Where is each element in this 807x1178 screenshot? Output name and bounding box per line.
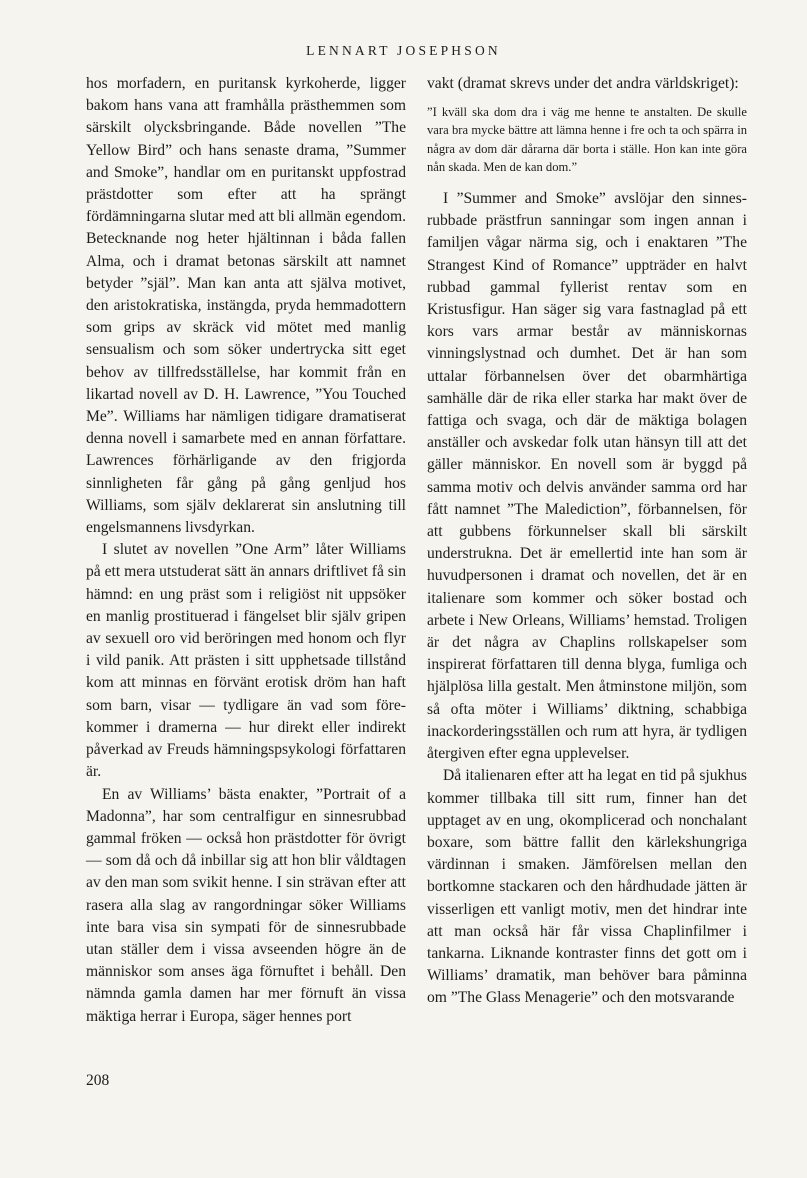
paragraph: vakt (dramat skrevs under det andra världskriget):	[427, 75, 739, 92]
paragraph: hos morfadern, en puritansk kyrkoherde, ligger bakom hans vana att framhålla prästhemmen som särskilt olycksbringande. Både novellen ”The Yellow Bird” och hans senaste drama, ”Summer and Smoke”, handlar om en puritanskt uppfostrad prästdotter som efter att ha sprängt fördämningarna slutar med att bli allmän egendom. Betecknande nog heter hjältinnan i båda fallen Alma, och i dramat betonas särskilt att namnet betyder ”själ”. Man kan anta att själva motivet, den aristokratiska, instängda, pryda hemmadottern som grips av skräck vid mötet med manlig sensualism och som söker undertrycka sitt eget behov av tillfredsställelse, har kommit från en likartad novell av D. H. Lawrence, ”You Touched Me”. Williams har nämligen tidigare dramatiserat denna novell i samarbete med en annan författare. Lawrences förhärligande av den frigjorda sinnligheten får gång på gång genljud hos Williams, som själv deklarerat sin anslutning till engelsmannens livsdyrkan.	[86, 75, 407, 537]
running-header: LENNART JOSEPHSON	[306, 43, 501, 58]
paragraph: I ”Summer and Smoke” avslöjar den sinnesrubbade prästfrun sanningar som ingen annan i familjen vågar närma sig, och i enaktaren ”The Strangest Kind of Romance” uppträder en halvt rubbad gammal fyllerist rentav som en Kristusfigur. Han säger sig vara fastnaglad på ett kors vars armar består av människornas vinningslystnad och dumhet. Det är han som uttalar förbannelsen över det obarmhärtiga samhälle där de rika eller starka har makt över de fattiga och svaga, och där de mäktiga bolagen anställer och avskedar folk utan hänsyn till att det gäller människor. En novell som är byggd på samma motiv och delvis använder samma ord har fått namnet ”The Malediction”, förbannelsen, för att gubbens förkunnelser skall bli särskilt understrukna. Det är emellertid inte han som är huvudpersonen i dramat och novellen, det är en italienare som kommer och söker bostad och arbete i New Orleans, Williams’ hemstad. Troligen är det några av Chaplins rollskapelser som inspirerat författaren till denna blyga, fumliga och hjälplösa lilla gestalt. Men åtminstone miljön, som så ofta möter i Williams’ diktning, schabbiga inackorderingsställen och rum att hyra, är tydligen återgiven efter egna upplevelser.	[427, 190, 747, 763]
left-column	[86, 73, 406, 1028]
page-number: 208	[86, 1072, 110, 1089]
paragraph: En av Williams’ bästa enakter, ”Portrait of a Madonna”, har som centralfigur en sinnesrubbad gammal fröken — också hon prästdotter för övrigt — som då och då inbillar sig att hon blir våldtagen av den man som svikit henne. I sin strävan efter att rasera alla slag av rangordningar söker Williams inte bara visa sin sympati för de sinnesrubbade utan ställer dem i vissa avseenden högre än de människor som anses äga förnuftet i behåll. Den nämnda gamla damen har mer förnuft än vissa mäktiga herrar i Europa, säger hennes port	[86, 785, 406, 1025]
right-column	[427, 73, 747, 1010]
paragraph: Då italienaren efter att ha legat en tid på sjukhus kommer tillbaka till sitt rum, finner han det upptaget av en ung, okomplicerad och nonchalant boxare, som bättre fallit den kärlekshungriga värdinnan i smaken. Jämförelsen mellan den bortkomne stackaren och den hårdhudade jätten är visserligen ett vanligt motiv, men det hindrar inte att man också här får vissa Chaplinfilmer i tankarna. Liknande kontraster finns det gott om i Williams’ dramatik, man behöver bara påminna om ”The Glass Menagerie” och den motsvarande	[427, 767, 747, 1007]
paragraph: I slutet av novellen ”One Arm” låter Williams på ett mera utstuderat sätt än annars driftlivet få sin hämnd: en ung präst som i religiöst nit uppsöker en manlig prostituerad i fängelset blir själv gripen av sexuell oro vid beröringen med honom och flyr i vild panik. Att prästen i sitt upphetsade tillstånd kom att minnas en förvänt erotisk dröm han haft som barn, visar — tydligare än vad som förekommer i dramerna — hur direkt eller indirekt påverkad av Freuds hämningspsykologi författaren är.	[86, 541, 406, 781]
block-quote: ”I kväll ska dom dra i väg me henne te anstalten. De skulle vara bra mycke bättre att lämna henne i fre och ta och spärra in några av dom där dårarna där borta i ställe. Hon kan inte göra nån skada. Men de kan dom.”	[427, 105, 747, 174]
